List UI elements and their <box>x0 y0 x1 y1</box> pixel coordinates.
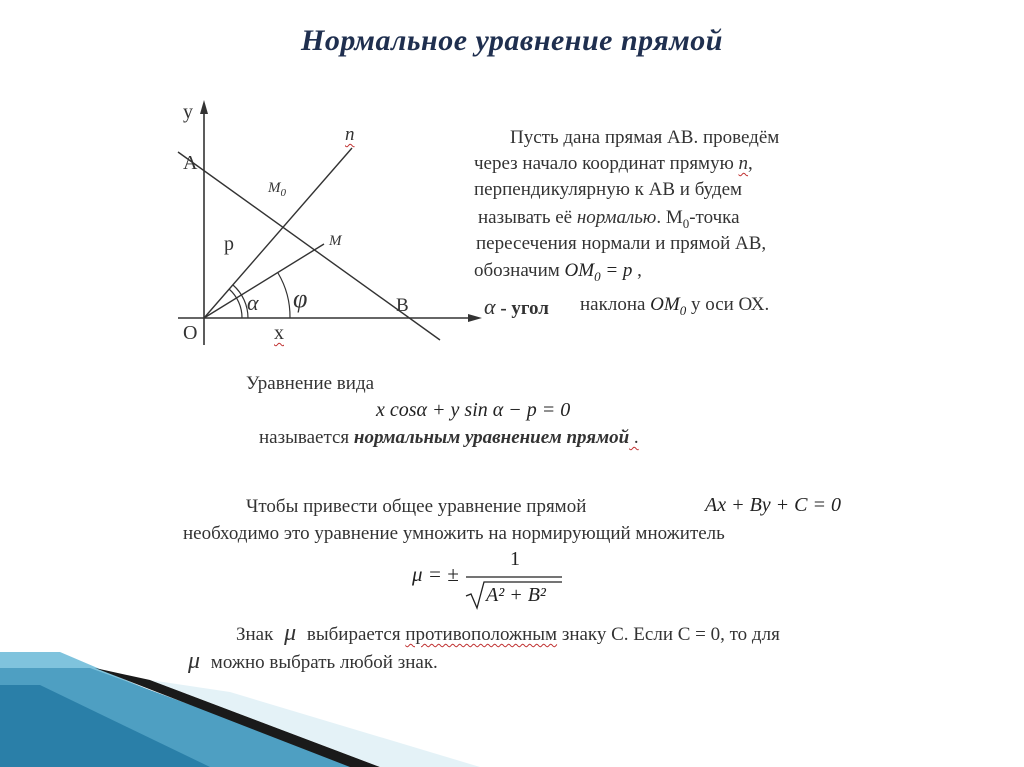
sign-line1-b: противоположным <box>405 624 558 645</box>
para1-line4-sub: 0 <box>682 215 690 231</box>
para1-line4-normal: нормалью <box>576 207 657 228</box>
mu-symbol: μ <box>284 620 297 646</box>
equation-called-c: . <box>629 427 639 448</box>
angle-arc-phi <box>278 273 290 318</box>
alpha-label: α <box>247 290 259 315</box>
point-a-label: A <box>183 152 198 174</box>
equation-called-term: нормальным уравнением прямой <box>353 427 630 448</box>
mu-lhs: μ = ± <box>412 562 459 586</box>
sign-line2 <box>188 648 438 675</box>
para1-line5: пересечения нормали и прямой АВ, <box>476 233 767 254</box>
p-label: p <box>224 233 234 255</box>
normalize-line1: Чтобы привести общее уравнение прямой <box>246 496 587 517</box>
om0-formula <box>564 260 633 284</box>
om-rest: = p <box>600 260 633 281</box>
equation-intro: Уравнение вида <box>246 373 375 394</box>
equation-called-a: называется <box>259 427 354 448</box>
para1-line3: перпендикулярную к АВ и будем <box>474 179 743 200</box>
para1-line4-a: называть её <box>478 207 577 228</box>
sign-line1 <box>236 620 780 647</box>
para1-line6 <box>474 260 642 285</box>
point-m0-label <box>268 180 286 199</box>
om-sub-2: 0 <box>679 302 687 318</box>
point-b-label: B <box>396 295 409 316</box>
mu-numerator: 1 <box>510 548 520 570</box>
para1-line6-a: обозначим <box>474 260 565 281</box>
equation-called <box>259 427 639 449</box>
phi-label: φ <box>293 284 308 313</box>
angle-arc-alpha-1 <box>233 285 248 318</box>
para1-line7-rest <box>580 294 769 319</box>
y-axis-label: y <box>183 101 193 123</box>
para1-line4 <box>478 207 740 232</box>
om-sub: 0 <box>594 268 601 284</box>
sign-line2-text: можно выбрать любой знак. <box>210 652 438 673</box>
para1-line2-n: n <box>738 153 749 174</box>
sign-line1-a: выбирается <box>306 624 406 645</box>
para1-line7-c: у оси ОХ. <box>686 294 770 315</box>
om-text: OM <box>564 260 595 281</box>
para1-line2-comma: , <box>748 153 753 174</box>
page-title: Нормальное уравнение прямой <box>301 24 723 57</box>
sign-line1-c: знаку С. Если С = 0, то для <box>557 624 780 645</box>
alpha-symbol: α <box>484 294 496 319</box>
sign-znak: Знак <box>236 624 274 645</box>
mu-denominator: A² + B² <box>486 584 546 606</box>
x-axis-arrow <box>468 314 482 322</box>
para1-line7-b: наклона <box>580 294 651 315</box>
normal-n-label: n <box>345 124 355 145</box>
x-axis-label: x <box>274 322 284 344</box>
mu-symbol-2: μ <box>188 648 201 674</box>
y-axis-arrow <box>200 100 208 114</box>
om-text-2: OM <box>650 294 680 315</box>
para1-line7-a: - угол <box>495 298 549 319</box>
normalize-line2: необходимо это уравнение умножить на нормирующий множитель <box>183 523 725 544</box>
para1-line7 <box>484 294 549 320</box>
point-m-label: M <box>329 233 342 249</box>
para1-line6-b: , <box>632 260 642 281</box>
para1-line2 <box>474 153 753 175</box>
para1-line1: Пусть дана прямая АВ. проведём <box>510 127 780 148</box>
para1-line2-text: через начало координат прямую <box>474 153 739 174</box>
origin-label: O <box>183 322 198 344</box>
m0-subscript: 0 <box>280 187 286 199</box>
para1-line4-c: . М <box>656 207 683 228</box>
normal-equation-formula: x cosα + y sin α − p = 0 <box>376 399 571 421</box>
m0-letter: M <box>268 180 281 196</box>
general-equation-formula: Ax + By + C = 0 <box>705 494 842 516</box>
om0-formula-2 <box>650 294 687 318</box>
para1-line4-d: -точка <box>689 207 740 228</box>
